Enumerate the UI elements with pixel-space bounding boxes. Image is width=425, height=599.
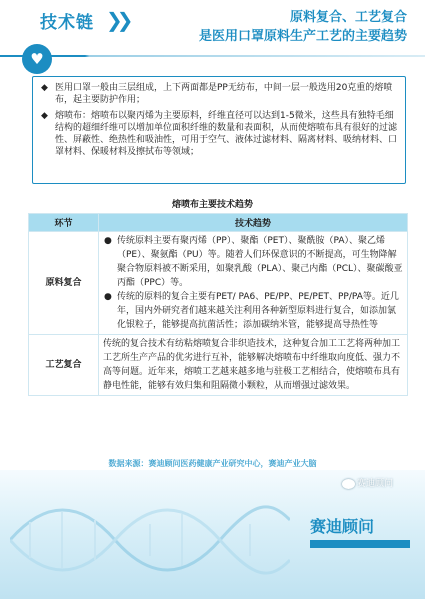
intro-bullet-text: 医用口罩一般由三层组成，上下两面都是PP无纺布，中间一层一般选用20克重的熔喷布，起主要防护作用； (55, 83, 393, 105)
section-tag: 技术链 (40, 13, 94, 33)
diamond-bullet-icon: ◆ (41, 83, 48, 93)
logo-bar (310, 540, 410, 548)
segment-cell: 工艺复合 (29, 335, 99, 396)
page-header (0, 0, 425, 60)
trend-cell (99, 232, 408, 335)
chevron-right-icon: ❯❯ (106, 8, 128, 32)
table-row (29, 335, 408, 396)
bullet-dot-icon: ● (104, 236, 112, 246)
dna-helix-illustration (10, 490, 290, 590)
logo-text: 赛迪顾问 (310, 517, 375, 536)
bullet-dot-icon: ● (104, 292, 112, 302)
table-caption: 熔喷布主要技术趋势 (171, 200, 253, 210)
title-line-1: 原料复合、工艺复合 (289, 10, 407, 25)
table-header-row (29, 214, 408, 232)
wechat-watermark (342, 476, 393, 489)
trend-bullet-text: 传统原料主要有聚丙烯（PP）、聚酯（PET）、聚酰胺（PA）、聚乙烯（PE）、聚氨酯（PU）等。随着人们环保意识的不断提高，可生物降解聚合物原料被不断采用，如聚乳酸（PLA）、聚己内酯（PCL）、聚碳酸亚丙酯（PPC）等。 (117, 236, 403, 288)
trend-bullet (103, 234, 403, 290)
footer-banner (0, 470, 425, 599)
intro-box (32, 76, 406, 184)
segment-cell: 原料复合 (29, 232, 99, 335)
table-row (29, 232, 408, 335)
heart-pulse-icon: ♥ (22, 44, 52, 74)
data-source-note: 数据来源：赛迪顾问医药健康产业研究中心，赛迪产业大脑 (108, 459, 317, 468)
header-divider (0, 55, 425, 57)
wechat-icon (342, 479, 355, 489)
trend-bullet-text: 传统的原料的复合主要有PET/ PA6、PE/PP、PE/PET、PP/PA等。近几年，国内外研究者们越来越关注利用各种新型原料进行复合，如添加氯化银粒子，能够提高抗菌活性；添加碳纳米管，能够提高导热性等 (117, 292, 399, 330)
trend-table (28, 213, 408, 396)
column-header-trend: 技术趋势 (99, 214, 408, 232)
intro-bullet (41, 110, 397, 158)
diamond-bullet-icon: ◆ (41, 111, 48, 121)
wechat-account: 赛迪顾问 (357, 479, 394, 489)
page-title (199, 8, 407, 46)
trend-cell: 传统的复合技术有纺粘熔喷复合非织造技术，这种复合加工工艺将两种加工工艺所生产产品的优劣进行互补，能够解决熔喷布中纤维取向度低、强力不高等问题。近年来，熔喷工艺越来越多地与驻极工艺相结合，使熔喷布具有静电性能，能够有效归集和阻隔微小颗粒，从而增强过滤效果。 (99, 335, 408, 396)
intro-bullet-text: 熔喷布：熔喷布以聚丙烯为主要原料，纤维直径可以达到1-5微米，这些具有独特毛细结构的超细纤维可以增加单位面积纤维的数量和表面积，从而使熔喷布具有很好的过滤性、屏蔽性、绝热性和吸油性，可用于空气、液体过滤材料、隔离材料、吸纳材料、口罩材料、保暖材料及擦拭布等领域； (55, 111, 398, 157)
column-header-segment: 环节 (29, 214, 99, 232)
brand-logo (310, 514, 410, 548)
trend-bullet (103, 290, 403, 332)
intro-bullet (41, 82, 397, 106)
title-line-2: 是医用口罩原料生产工艺的主要趋势 (198, 29, 407, 44)
